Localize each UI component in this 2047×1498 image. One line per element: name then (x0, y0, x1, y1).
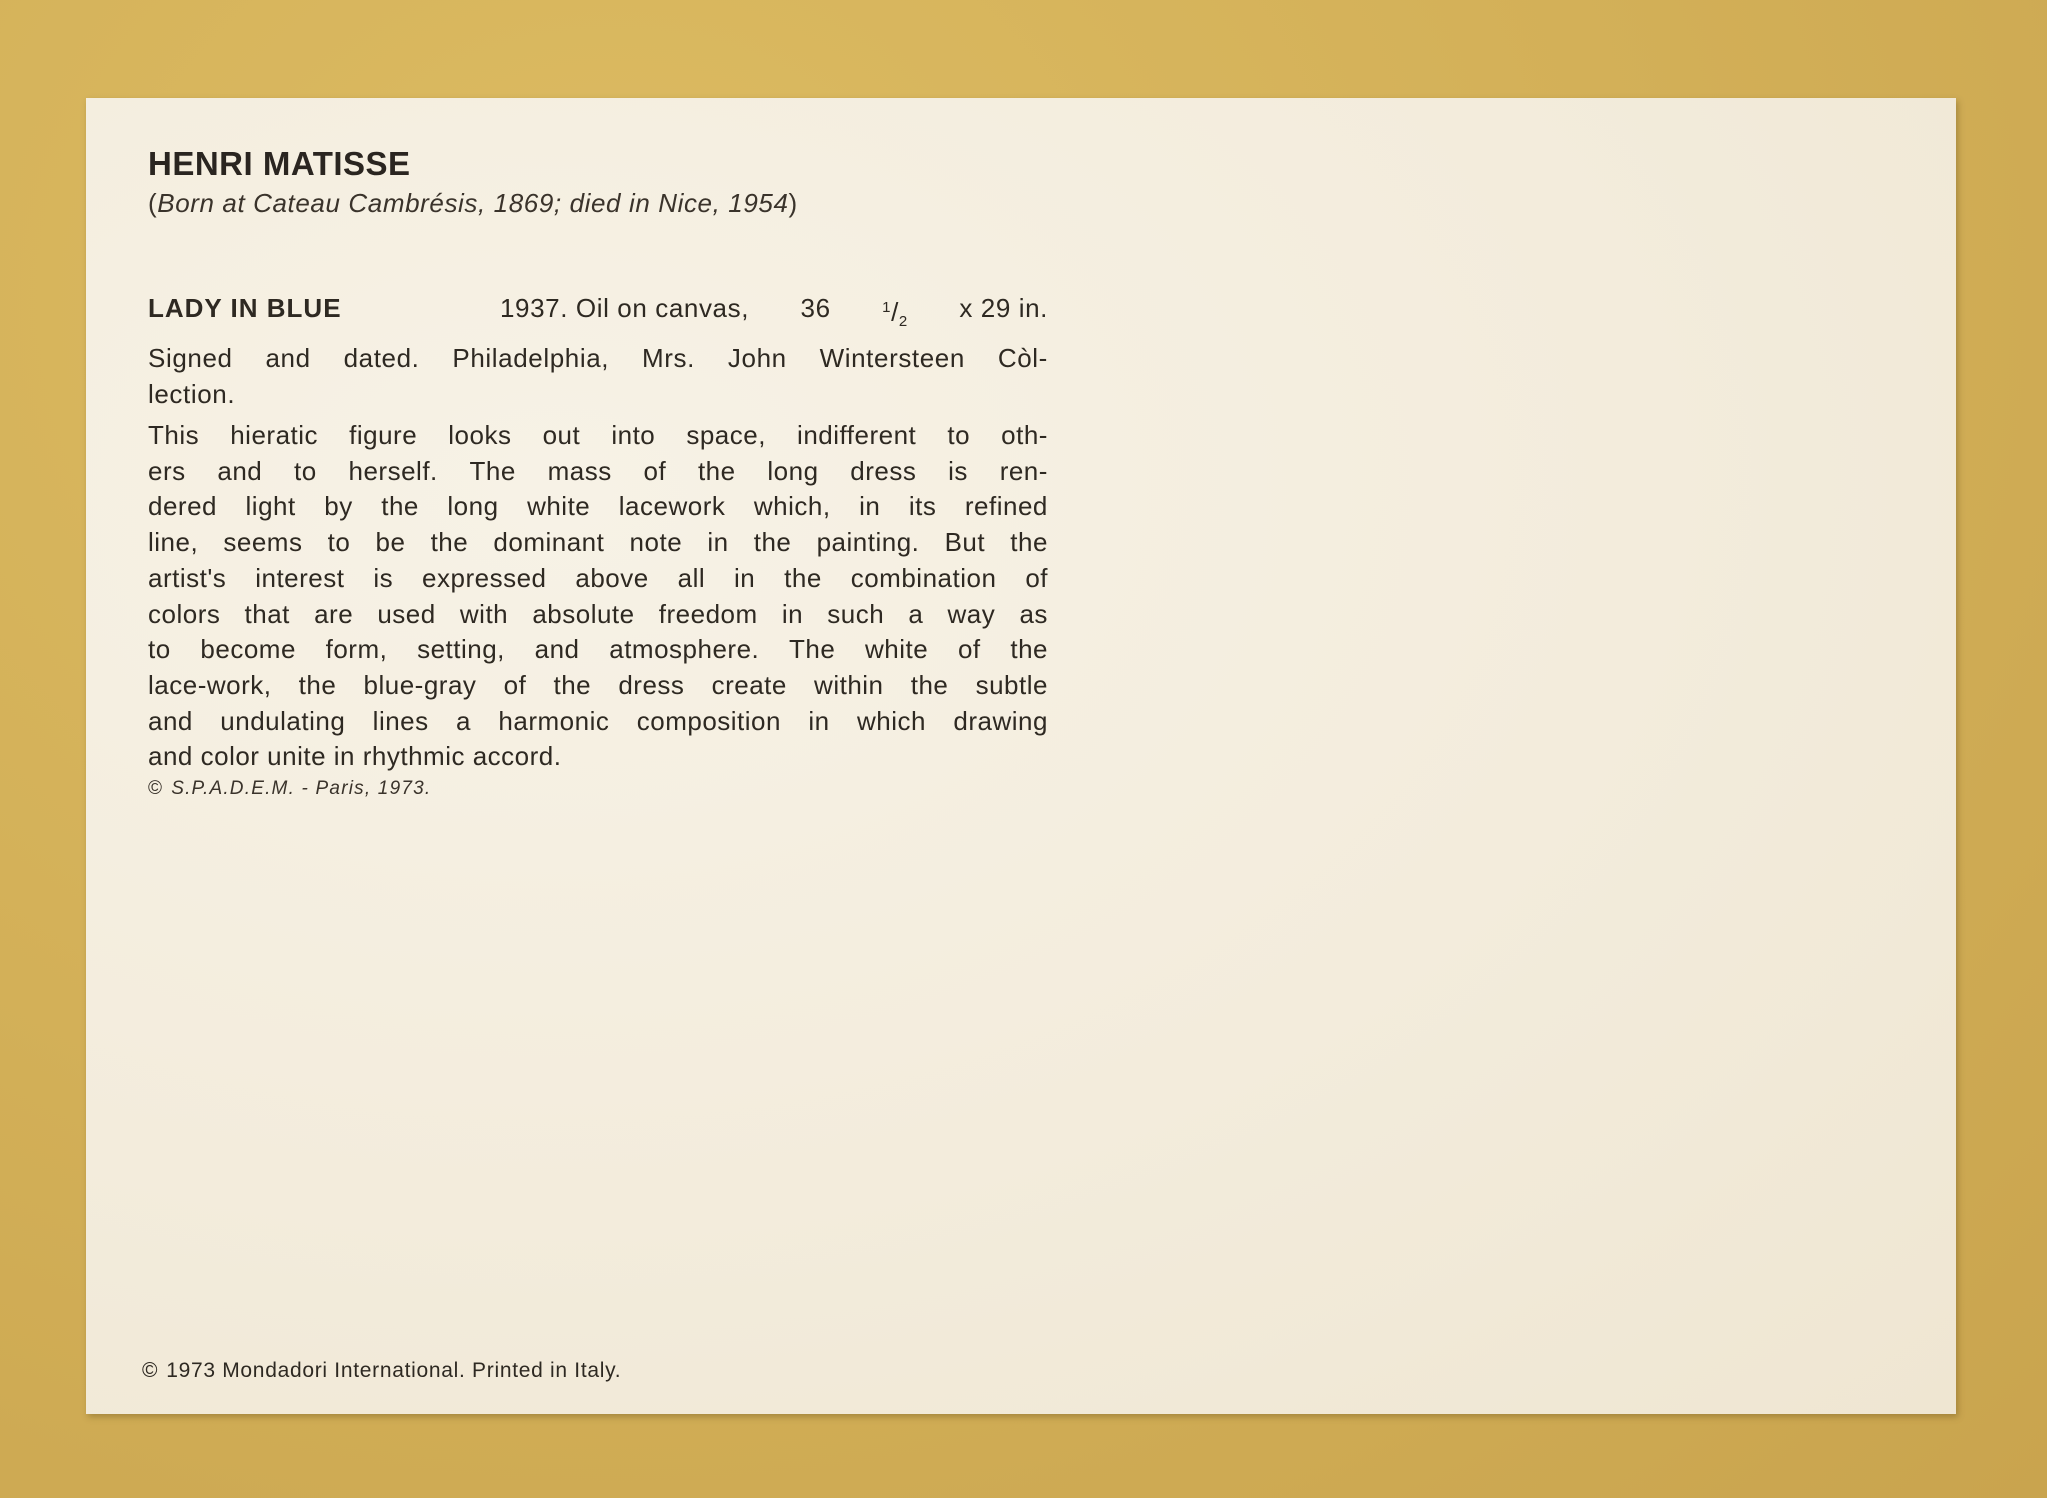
word: the (430, 527, 469, 558)
word: herself. (348, 455, 438, 486)
word: line, (148, 527, 199, 558)
word: figure (349, 420, 418, 450)
word: which (857, 705, 926, 736)
word: indifferent (797, 420, 917, 450)
word: within (814, 669, 884, 700)
word: are (314, 598, 354, 629)
word: harmonic (498, 705, 610, 736)
word: all (677, 562, 706, 593)
artwork-title: LADY IN BLUE (148, 293, 342, 323)
word: freedom (658, 598, 758, 629)
word: dominant (493, 527, 605, 558)
word: ren- (999, 455, 1048, 486)
artwork-year-medium-1937: 1937. Oil on canvas, (500, 293, 750, 323)
word: Wintersteen (819, 343, 965, 373)
word: This (148, 420, 200, 450)
word: composition (636, 705, 781, 736)
word: mass (547, 455, 612, 486)
word: which, (753, 491, 831, 522)
word: as (1019, 598, 1048, 629)
word: looks (448, 420, 512, 450)
word: the (753, 527, 792, 558)
word: undulating (220, 705, 346, 736)
word: setting, (417, 634, 505, 665)
word: white (527, 491, 591, 522)
word: its (908, 491, 937, 522)
word: a (456, 705, 472, 736)
description-line (148, 597, 1048, 633)
word: way (947, 598, 996, 629)
word: Còl- (997, 343, 1048, 373)
word: the (298, 669, 337, 700)
word: Mrs. (642, 343, 695, 373)
word: artist's (148, 562, 227, 593)
word: such (827, 598, 885, 629)
word: The (469, 455, 516, 486)
word: that (244, 598, 290, 629)
artwork-entry-line-2 (148, 340, 1048, 376)
word: in (781, 598, 804, 629)
word: the (910, 669, 949, 700)
word: interest (255, 562, 345, 593)
description-line (148, 632, 1048, 668)
word: But (944, 527, 986, 558)
word: above (575, 562, 649, 593)
word: long (447, 491, 499, 522)
description-line (148, 668, 1048, 704)
word: lace-work, (148, 669, 272, 700)
artist-name: HENRI MATISSE (148, 145, 411, 182)
word: dered (148, 491, 217, 522)
word: used (377, 598, 436, 629)
word: expressed (422, 562, 547, 593)
artwork-dim-rest: x 29 in. (959, 293, 1048, 323)
word: is (948, 455, 968, 486)
word: oth- (1001, 420, 1048, 450)
description-line (148, 454, 1048, 490)
paren-open: ( (148, 188, 158, 218)
word: the (553, 669, 592, 700)
word: the (1010, 527, 1048, 558)
word: into (611, 420, 656, 450)
word: form, (325, 634, 388, 665)
word: ers (148, 455, 186, 486)
word: and (534, 634, 580, 665)
word: a (908, 598, 924, 629)
word: be (375, 527, 406, 558)
word: and (148, 705, 193, 736)
word: and (217, 455, 263, 486)
artwork-dim-whole: 36 (800, 293, 831, 323)
word: the (697, 455, 736, 486)
spadem-text: S.P.A.D.E.M. - Paris, 1973. (171, 778, 432, 799)
description-line (148, 489, 1048, 525)
word: in (808, 705, 830, 736)
copyright-icon: © (148, 778, 164, 799)
artwork-dim-fraction (882, 290, 908, 340)
artwork-entry-line-1 (148, 290, 1048, 340)
artist-life-dates (148, 188, 798, 219)
artwork-description (148, 418, 1048, 775)
word: long (767, 455, 819, 486)
word: note (629, 527, 683, 558)
word: seems (223, 527, 303, 558)
word: John (727, 343, 787, 373)
description-line (148, 418, 1048, 454)
word: combination (850, 562, 997, 593)
word: to (148, 634, 171, 665)
word: the (784, 562, 822, 593)
word: of (957, 634, 981, 665)
publisher-copyright (142, 1359, 621, 1383)
artist-life-text: Born at Cateau Cambrésis, 1869; died in Nice, 1954 (157, 188, 789, 218)
postcard-back (86, 98, 1956, 1414)
fraction-numerator: 1 (882, 299, 892, 316)
word: create (711, 669, 787, 700)
artwork-entry-line-3: lection. (148, 379, 236, 409)
word: dated. (343, 343, 420, 373)
word: space, (686, 420, 766, 450)
word: Philadelphia, (452, 343, 610, 373)
word: painting. (816, 527, 920, 558)
word: to (294, 455, 317, 486)
description-line (148, 704, 1048, 740)
word: light (245, 491, 296, 522)
word: and (265, 343, 311, 373)
word: by (324, 491, 353, 522)
word: with (459, 598, 509, 629)
word: atmosphere. (609, 634, 760, 665)
word: colors (148, 598, 221, 629)
word: white (865, 634, 929, 665)
word: to (947, 420, 971, 450)
word: out (542, 420, 581, 450)
spadem-copyright (148, 778, 431, 800)
word: in (859, 491, 881, 522)
word: of (503, 669, 527, 700)
word: lines (372, 705, 429, 736)
word: subtle (975, 669, 1048, 700)
word: become (200, 634, 296, 665)
word: of (643, 455, 667, 486)
word: the (381, 491, 419, 522)
artwork-entry (148, 290, 1048, 412)
word: the (1010, 634, 1048, 665)
word: dress (850, 455, 917, 486)
copyright-icon: © (142, 1359, 159, 1382)
word: lacework (618, 491, 726, 522)
word: Signed (148, 343, 233, 373)
word: absolute (532, 598, 635, 629)
description-line: and color unite in rhythmic accord. (148, 741, 562, 772)
description-line (148, 561, 1048, 597)
word: The (788, 634, 836, 665)
word: of (1025, 562, 1048, 593)
word: in (707, 527, 729, 558)
word: is (373, 562, 394, 593)
word: drawing (953, 705, 1048, 736)
word: dress (618, 669, 685, 700)
fraction-denominator: 2 (898, 313, 908, 330)
fraction-slash: / (891, 297, 899, 327)
word: blue-gray (363, 669, 477, 700)
publisher-text: 1973 Mondadori International. Printed in Italy. (166, 1359, 622, 1382)
artwork-details (500, 290, 1048, 340)
word: to (327, 527, 351, 558)
word: hieratic (230, 420, 319, 450)
word: in (734, 562, 756, 593)
word: refined (964, 491, 1048, 522)
paren-close: ) (788, 188, 798, 218)
description-line (148, 525, 1048, 561)
